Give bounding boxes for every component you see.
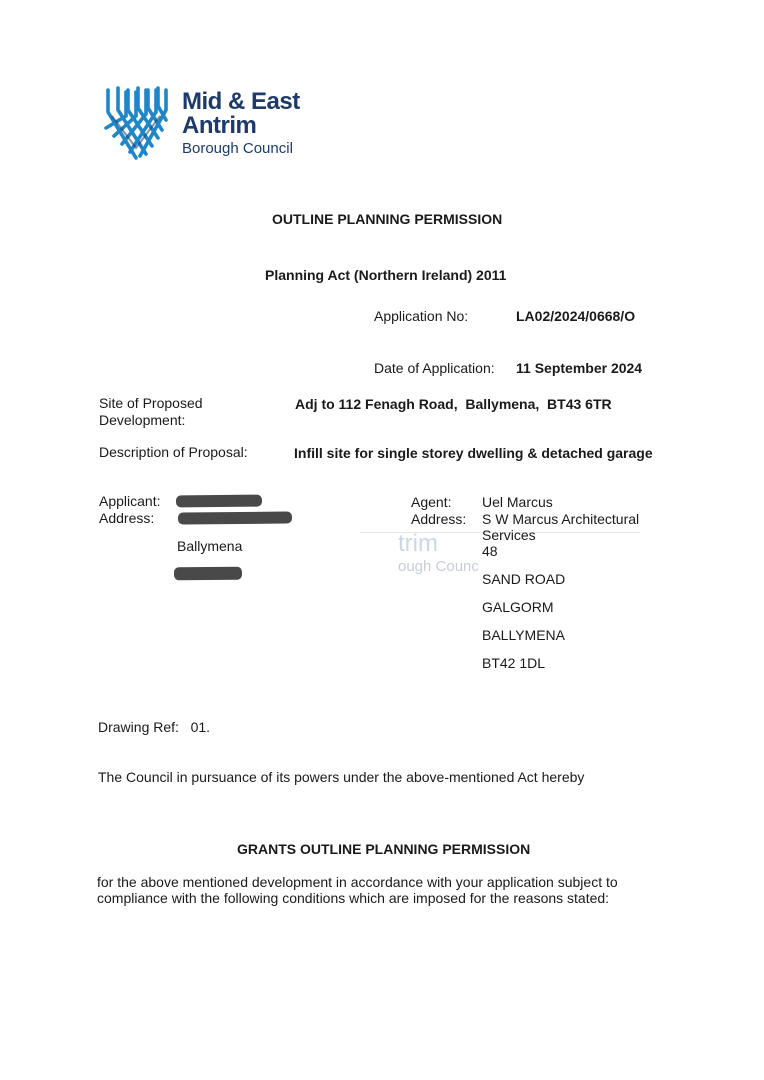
- agent-address-label: Address:: [411, 511, 467, 527]
- date-value: 11 September 2024: [516, 360, 643, 376]
- logo-line-3: Borough Council: [182, 140, 293, 157]
- site-value: Adj to 112 Fenagh Road, Ballymena, BT43 6TR: [295, 396, 612, 412]
- applicant-address-label: Address:: [99, 510, 155, 526]
- application-no-label: Application No:: [374, 308, 469, 324]
- agent-address-line-1: S W Marcus Architectural: [482, 511, 640, 527]
- council-statement: The Council in pursuance of its powers under the above-mentioned Act hereby: [98, 769, 585, 785]
- watermark-text-2: ough Counc: [398, 558, 479, 575]
- redacted-applicant-postcode: [174, 567, 242, 581]
- applicant-label: Applicant:: [99, 493, 161, 509]
- watermark-text-1: trim: [398, 530, 438, 557]
- agent-address-line-4: SAND ROAD: [482, 571, 566, 587]
- agent-address-line-5: GALGORM: [482, 599, 554, 615]
- redacted-applicant-street: [178, 512, 292, 525]
- agent-name: Uel Marcus: [482, 494, 553, 510]
- logo-line-1: Mid & East: [182, 88, 300, 115]
- agent-address-line-7: BT42 1DL: [482, 655, 546, 671]
- logo-line-2: Antrim: [182, 112, 257, 139]
- drawing-ref: Drawing Ref: 01.: [98, 719, 211, 735]
- conditions-line-2: compliance with the following conditions which are imposed for the reasons stated:: [97, 890, 610, 906]
- conditions-line-1: for the above mentioned development in accordance with your application subject to: [97, 874, 618, 890]
- grants-heading: GRANTS OUTLINE PLANNING PERMISSION: [237, 841, 531, 857]
- agent-address-line-3: 48: [482, 543, 498, 559]
- redacted-applicant-name: [176, 495, 262, 508]
- application-no-value: LA02/2024/0668/O: [516, 308, 636, 324]
- agent-address-line-2: Services: [482, 527, 536, 543]
- description-label: Description of Proposal:: [99, 444, 248, 460]
- agent-address-line-6: BALLYMENA: [482, 627, 565, 643]
- description-value: Infill site for single storey dwelling & detached garage: [294, 445, 653, 461]
- applicant-town: Ballymena: [177, 538, 243, 554]
- council-logo-text: [182, 90, 300, 156]
- date-label: Date of Application:: [374, 360, 495, 376]
- agent-label: Agent:: [411, 494, 452, 510]
- act-title: Planning Act (Northern Ireland) 2011: [265, 267, 507, 283]
- document-title: OUTLINE PLANNING PERMISSION: [272, 211, 503, 227]
- council-logo-mark-icon: [100, 86, 176, 162]
- site-label-line-2: Development:: [99, 412, 186, 428]
- council-logo: [100, 86, 300, 162]
- site-label-line-1: Site of Proposed: [99, 395, 203, 411]
